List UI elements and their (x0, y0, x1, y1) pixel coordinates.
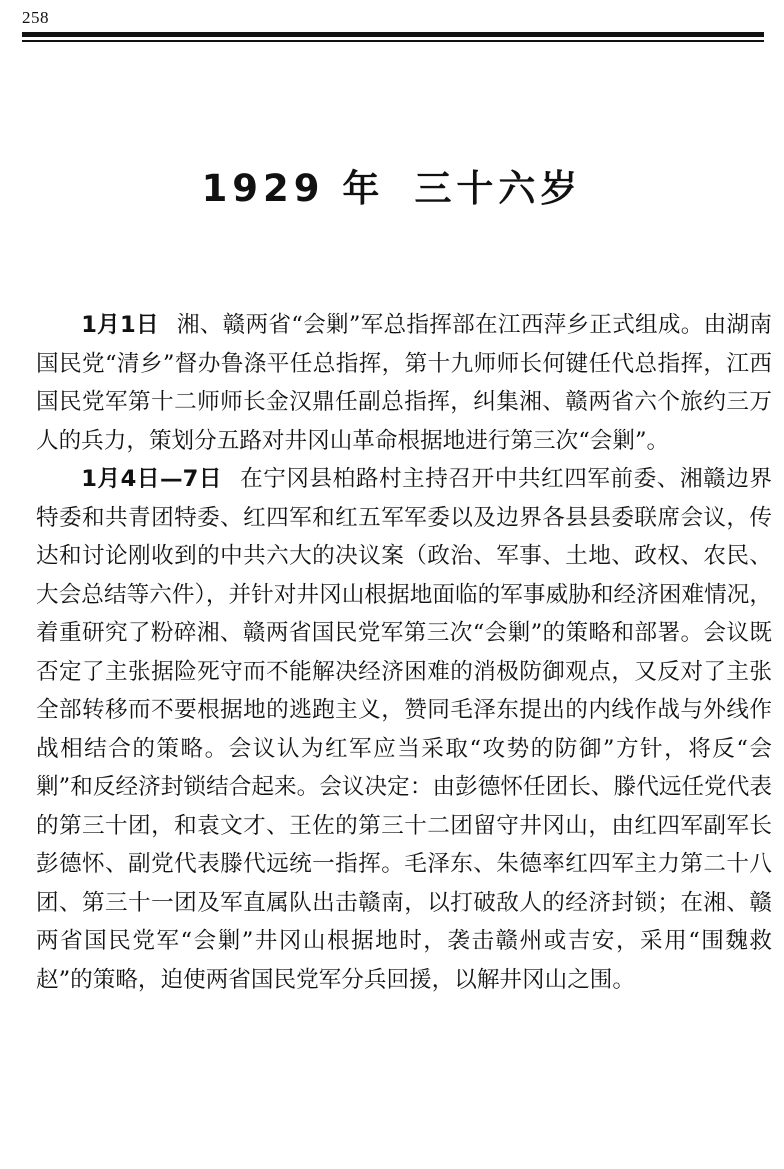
header-rule-thick (22, 32, 764, 37)
year-heading-age: 三十六岁 (414, 167, 583, 210)
page-number: 258 (22, 8, 49, 27)
entry-text: 湘、赣两省“会剿”军总指挥部在江西萍乡正式组成。由湖南国民党“清乡”督办鲁涤平任总指挥，第十九师师长何键任代总指挥，江西国民党军第十二师师长金汉鼎任副总指挥，纠集湘、赣两省六个旅约三万人的兵力，策划分五路对井冈山革命根据地进行第三次“会剿”。 (36, 312, 772, 454)
chronology-entry (36, 460, 772, 999)
year-heading (0, 158, 784, 212)
entry-date: 1月4日—7日 (81, 466, 223, 492)
header-rule-thin (22, 40, 764, 42)
entry-text: 在宁冈县柏路村主持召开中共红四军前委、湘赣边界特委和共青团特委、红四军和红五军军委以及边界各县县委联席会议，传达和讨论刚收到的中共六大的决议案（政治、军事、土地、政权、农民、大会总结等六件），并针对井冈山根据地面临的军事威胁和经济困难情况，着重研究了粉碎湘、赣两省国民党军第三次“会剿”的策略和部署。会议既否定了主张据险死守而不能解决经济困难的消极防御观点，又反对了主张全部转移而不要根据地的逃跑主义，赞同毛泽东提出的内线作战与外线作战相结合的策略。会议认为红军应当采取“攻势的防御”方针，将反“会剿”和反经济封锁结合起来。会议决定：由彭德怀任团长、滕代远任党代表的第三十团，和袁文才、王佐的第三十二团留守井冈山，由红四军副军长彭德怀、副党代表滕代远统一指挥。毛泽东、朱德率红四军主力第二十八团、第三十一团及军直属队出击赣南，以打破敌人的经济封锁；在湘、赣两省国民党军“会剿”井冈山根据地时，袭击赣州或吉安，采用“围魏救赵”的策略，迫使两省国民党军分兵回援，以解井冈山之围。 (36, 466, 772, 993)
chronology-entry (36, 306, 772, 460)
chronology-body (36, 306, 772, 999)
entry-date: 1月1日 (81, 312, 159, 338)
year-heading-year: 1929 年 (201, 167, 385, 210)
page-header (22, 0, 764, 46)
